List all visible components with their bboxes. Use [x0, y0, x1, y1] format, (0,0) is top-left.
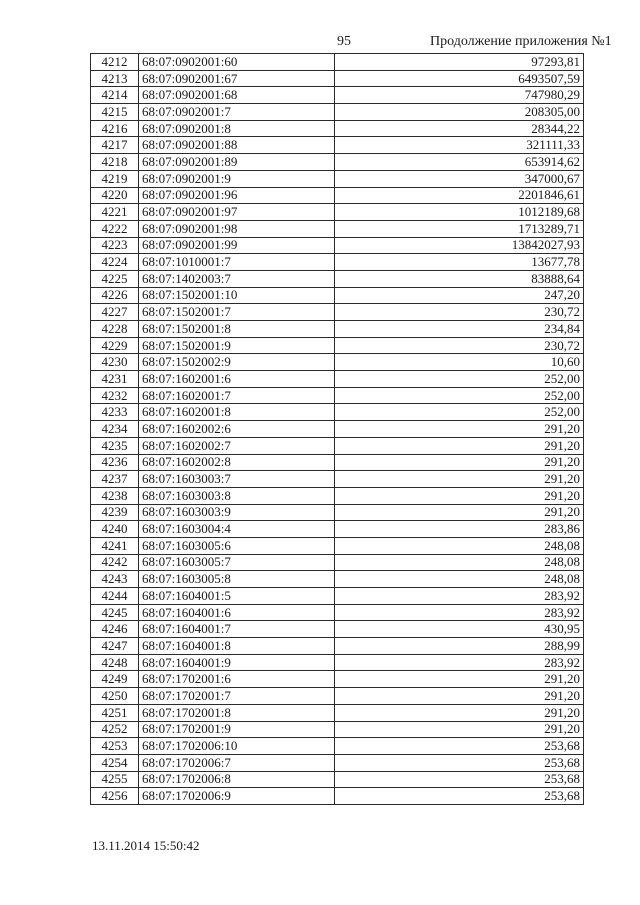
cadastral-value-cell: 283,92	[335, 588, 584, 605]
cadastral-value-cell: 283,92	[335, 654, 584, 671]
cadastral-value-cell: 1012189,68	[335, 204, 584, 221]
cadastral-number-cell: 68:07:0902001:9	[139, 170, 335, 187]
row-number-cell: 4215	[91, 104, 139, 121]
cadastral-value-cell: 747980,29	[335, 87, 584, 104]
cadastral-value-cell: 97293,81	[335, 54, 584, 71]
table-row	[91, 521, 584, 538]
cadastral-value-cell: 10,60	[335, 354, 584, 371]
row-number-cell: 4252	[91, 721, 139, 738]
cadastral-number-cell: 68:07:1604001:8	[139, 638, 335, 655]
row-number-cell: 4216	[91, 120, 139, 137]
table-row	[91, 554, 584, 571]
cadastral-value-cell: 252,00	[335, 404, 584, 421]
row-number-cell: 4232	[91, 387, 139, 404]
continuation-header: Продолжение приложения №1	[430, 34, 612, 49]
row-number-cell: 4214	[91, 87, 139, 104]
cadastral-number-cell: 68:07:1604001:7	[139, 621, 335, 638]
cadastral-number-cell: 68:07:1702001:8	[139, 704, 335, 721]
row-number-cell: 4253	[91, 738, 139, 755]
cadastral-value-cell: 1713289,71	[335, 220, 584, 237]
cadastral-value-cell: 230,72	[335, 304, 584, 321]
table-row	[91, 571, 584, 588]
cadastral-value-cell: 248,08	[335, 554, 584, 571]
cadastral-value-cell: 291,20	[335, 671, 584, 688]
cadastral-number-cell: 68:07:1604001:6	[139, 604, 335, 621]
table-row	[91, 70, 584, 87]
cadastral-number-cell: 68:07:1702006:7	[139, 754, 335, 771]
table-row	[91, 471, 584, 488]
row-number-cell: 4240	[91, 521, 139, 538]
table-row	[91, 704, 584, 721]
cadastral-number-cell: 68:07:1603005:6	[139, 537, 335, 554]
cadastral-number-cell: 68:07:1603004:4	[139, 521, 335, 538]
table-row	[91, 220, 584, 237]
row-number-cell: 4242	[91, 554, 139, 571]
footer-timestamp: 13.11.2014 15:50:42	[92, 838, 200, 853]
table-row	[91, 638, 584, 655]
cadastral-value-cell: 234,84	[335, 321, 584, 338]
cadastral-value-cell: 291,20	[335, 437, 584, 454]
row-number-cell: 4226	[91, 287, 139, 304]
table-row	[91, 604, 584, 621]
cadastral-number-cell: 68:07:0902001:60	[139, 54, 335, 71]
cadastral-value-cell: 347000,67	[335, 170, 584, 187]
cadastral-value-cell: 430,95	[335, 621, 584, 638]
cadastral-value-cell: 291,20	[335, 421, 584, 438]
table-row	[91, 254, 584, 271]
row-number-cell: 4224	[91, 254, 139, 271]
row-number-cell: 4212	[91, 54, 139, 71]
cadastral-value-cell: 253,68	[335, 771, 584, 788]
row-number-cell: 4228	[91, 321, 139, 338]
cadastral-number-cell: 68:07:1702006:9	[139, 788, 335, 805]
cadastral-value-cell: 13842027,93	[335, 237, 584, 254]
table-row	[91, 404, 584, 421]
cadastral-number-cell: 68:07:0902001:68	[139, 87, 335, 104]
table-row	[91, 437, 584, 454]
row-number-cell: 4250	[91, 688, 139, 705]
cadastral-number-cell: 68:07:1010001:7	[139, 254, 335, 271]
table-row	[91, 588, 584, 605]
cadastral-value-cell: 230,72	[335, 337, 584, 354]
table-row	[91, 487, 584, 504]
row-number-cell: 4247	[91, 638, 139, 655]
table-row	[91, 270, 584, 287]
cadastral-value-cell: 13677,78	[335, 254, 584, 271]
cadastral-value-cell: 6493507,59	[335, 70, 584, 87]
table-row	[91, 287, 584, 304]
cadastral-number-cell: 68:07:1702001:7	[139, 688, 335, 705]
row-number-cell: 4218	[91, 154, 139, 171]
row-number-cell: 4243	[91, 571, 139, 588]
cadastral-value-cell: 291,20	[335, 721, 584, 738]
table-row	[91, 788, 584, 805]
table-row	[91, 137, 584, 154]
cadastral-value-cell: 253,68	[335, 788, 584, 805]
cadastral-value-cell: 83888,64	[335, 270, 584, 287]
cadastral-value-cell: 248,08	[335, 571, 584, 588]
cadastral-value-cell: 321111,33	[335, 137, 584, 154]
cadastral-value-cell: 653914,62	[335, 154, 584, 171]
cadastral-value-cell: 253,68	[335, 738, 584, 755]
table-row	[91, 654, 584, 671]
row-number-cell: 4248	[91, 654, 139, 671]
table-row	[91, 688, 584, 705]
row-number-cell: 4246	[91, 621, 139, 638]
table-row	[91, 754, 584, 771]
row-number-cell: 4231	[91, 371, 139, 388]
cadastral-number-cell: 68:07:0902001:96	[139, 187, 335, 204]
cadastral-number-cell: 68:07:1603005:7	[139, 554, 335, 571]
cadastral-number-cell: 68:07:1502001:7	[139, 304, 335, 321]
cadastral-value-cell: 28344,22	[335, 120, 584, 137]
cadastral-value-cell: 253,68	[335, 754, 584, 771]
table-row	[91, 621, 584, 638]
cadastral-number-cell: 68:07:1402003:7	[139, 270, 335, 287]
cadastral-number-cell: 68:07:1602002:6	[139, 421, 335, 438]
row-number-cell: 4221	[91, 204, 139, 221]
cadastral-number-cell: 68:07:0902001:89	[139, 154, 335, 171]
cadastral-number-cell: 68:07:0902001:98	[139, 220, 335, 237]
cadastral-number-cell: 68:07:1602001:8	[139, 404, 335, 421]
cadastral-number-cell: 68:07:1602002:7	[139, 437, 335, 454]
row-number-cell: 4233	[91, 404, 139, 421]
cadastral-value-cell: 283,86	[335, 521, 584, 538]
table-row	[91, 721, 584, 738]
row-number-cell: 4237	[91, 471, 139, 488]
cadastral-number-cell: 68:07:1702001:9	[139, 721, 335, 738]
table-row	[91, 387, 584, 404]
table-row	[91, 170, 584, 187]
row-number-cell: 4230	[91, 354, 139, 371]
table-row	[91, 87, 584, 104]
cadastral-number-cell: 68:07:1502002:9	[139, 354, 335, 371]
cadastral-value-cell: 291,20	[335, 704, 584, 721]
row-number-cell: 4255	[91, 771, 139, 788]
cadastral-number-cell: 68:07:0902001:88	[139, 137, 335, 154]
row-number-cell: 4213	[91, 70, 139, 87]
cadastral-number-cell: 68:07:1603003:7	[139, 471, 335, 488]
cadastral-number-cell: 68:07:1702006:10	[139, 738, 335, 755]
cadastral-value-cell: 283,92	[335, 604, 584, 621]
row-number-cell: 4256	[91, 788, 139, 805]
cadastral-value-cell: 291,20	[335, 454, 584, 471]
row-number-cell: 4241	[91, 537, 139, 554]
cadastral-number-cell: 68:07:1603003:9	[139, 504, 335, 521]
cadastral-number-cell: 68:07:0902001:8	[139, 120, 335, 137]
row-number-cell: 4219	[91, 170, 139, 187]
cadastral-value-cell: 291,20	[335, 688, 584, 705]
cadastral-value-cell: 291,20	[335, 487, 584, 504]
cadastral-number-cell: 68:07:0902001:7	[139, 104, 335, 121]
table-row	[91, 671, 584, 688]
cadastral-number-cell: 68:07:1702001:6	[139, 671, 335, 688]
row-number-cell: 4222	[91, 220, 139, 237]
cadastral-number-cell: 68:07:1502001:9	[139, 337, 335, 354]
cadastral-number-cell: 68:07:1702006:8	[139, 771, 335, 788]
table-row	[91, 738, 584, 755]
cadastral-number-cell: 68:07:1502001:8	[139, 321, 335, 338]
cadastral-number-cell: 68:07:1602002:8	[139, 454, 335, 471]
row-number-cell: 4227	[91, 304, 139, 321]
row-number-cell: 4239	[91, 504, 139, 521]
table-row	[91, 354, 584, 371]
cadastral-number-cell: 68:07:1603005:8	[139, 571, 335, 588]
cadastral-number-cell: 68:07:1502001:10	[139, 287, 335, 304]
cadastral-value-cell: 291,20	[335, 471, 584, 488]
cadastral-number-cell: 68:07:1604001:5	[139, 588, 335, 605]
cadastral-number-cell: 68:07:0902001:99	[139, 237, 335, 254]
table-row	[91, 537, 584, 554]
row-number-cell: 4254	[91, 754, 139, 771]
table-row	[91, 187, 584, 204]
cadastral-value-cell: 208305,00	[335, 104, 584, 121]
table-row	[91, 337, 584, 354]
table-row	[91, 504, 584, 521]
row-number-cell: 4225	[91, 270, 139, 287]
row-number-cell: 4251	[91, 704, 139, 721]
cadastral-number-cell: 68:07:1603003:8	[139, 487, 335, 504]
table-row	[91, 120, 584, 137]
table-row	[91, 421, 584, 438]
cadastral-number-cell: 68:07:1604001:9	[139, 654, 335, 671]
cadastral-value-cell: 248,08	[335, 537, 584, 554]
page-number: 95	[337, 34, 351, 49]
cadastral-number-cell: 68:07:1602001:6	[139, 371, 335, 388]
cadastral-value-cell: 247,20	[335, 287, 584, 304]
row-number-cell: 4236	[91, 454, 139, 471]
cadastral-number-cell: 68:07:1602001:7	[139, 387, 335, 404]
row-number-cell: 4223	[91, 237, 139, 254]
row-number-cell: 4217	[91, 137, 139, 154]
table-row	[91, 54, 584, 71]
table-row	[91, 237, 584, 254]
table-row	[91, 154, 584, 171]
row-number-cell: 4229	[91, 337, 139, 354]
row-number-cell: 4220	[91, 187, 139, 204]
cadastral-value-cell: 288,99	[335, 638, 584, 655]
row-number-cell: 4235	[91, 437, 139, 454]
row-number-cell: 4234	[91, 421, 139, 438]
table-row	[91, 454, 584, 471]
table-row	[91, 771, 584, 788]
row-number-cell: 4238	[91, 487, 139, 504]
table-row	[91, 304, 584, 321]
row-number-cell: 4244	[91, 588, 139, 605]
cadastral-value-cell: 252,00	[335, 387, 584, 404]
cadastral-value-cell: 291,20	[335, 504, 584, 521]
table-body	[91, 54, 584, 805]
table-row	[91, 321, 584, 338]
cadastral-number-cell: 68:07:0902001:67	[139, 70, 335, 87]
table-row	[91, 204, 584, 221]
table-row	[91, 104, 584, 121]
cadastral-number-cell: 68:07:0902001:97	[139, 204, 335, 221]
table-row	[91, 371, 584, 388]
cadastral-value-table	[90, 53, 584, 805]
cadastral-value-cell: 252,00	[335, 371, 584, 388]
row-number-cell: 4245	[91, 604, 139, 621]
cadastral-value-cell: 2201846,61	[335, 187, 584, 204]
row-number-cell: 4249	[91, 671, 139, 688]
